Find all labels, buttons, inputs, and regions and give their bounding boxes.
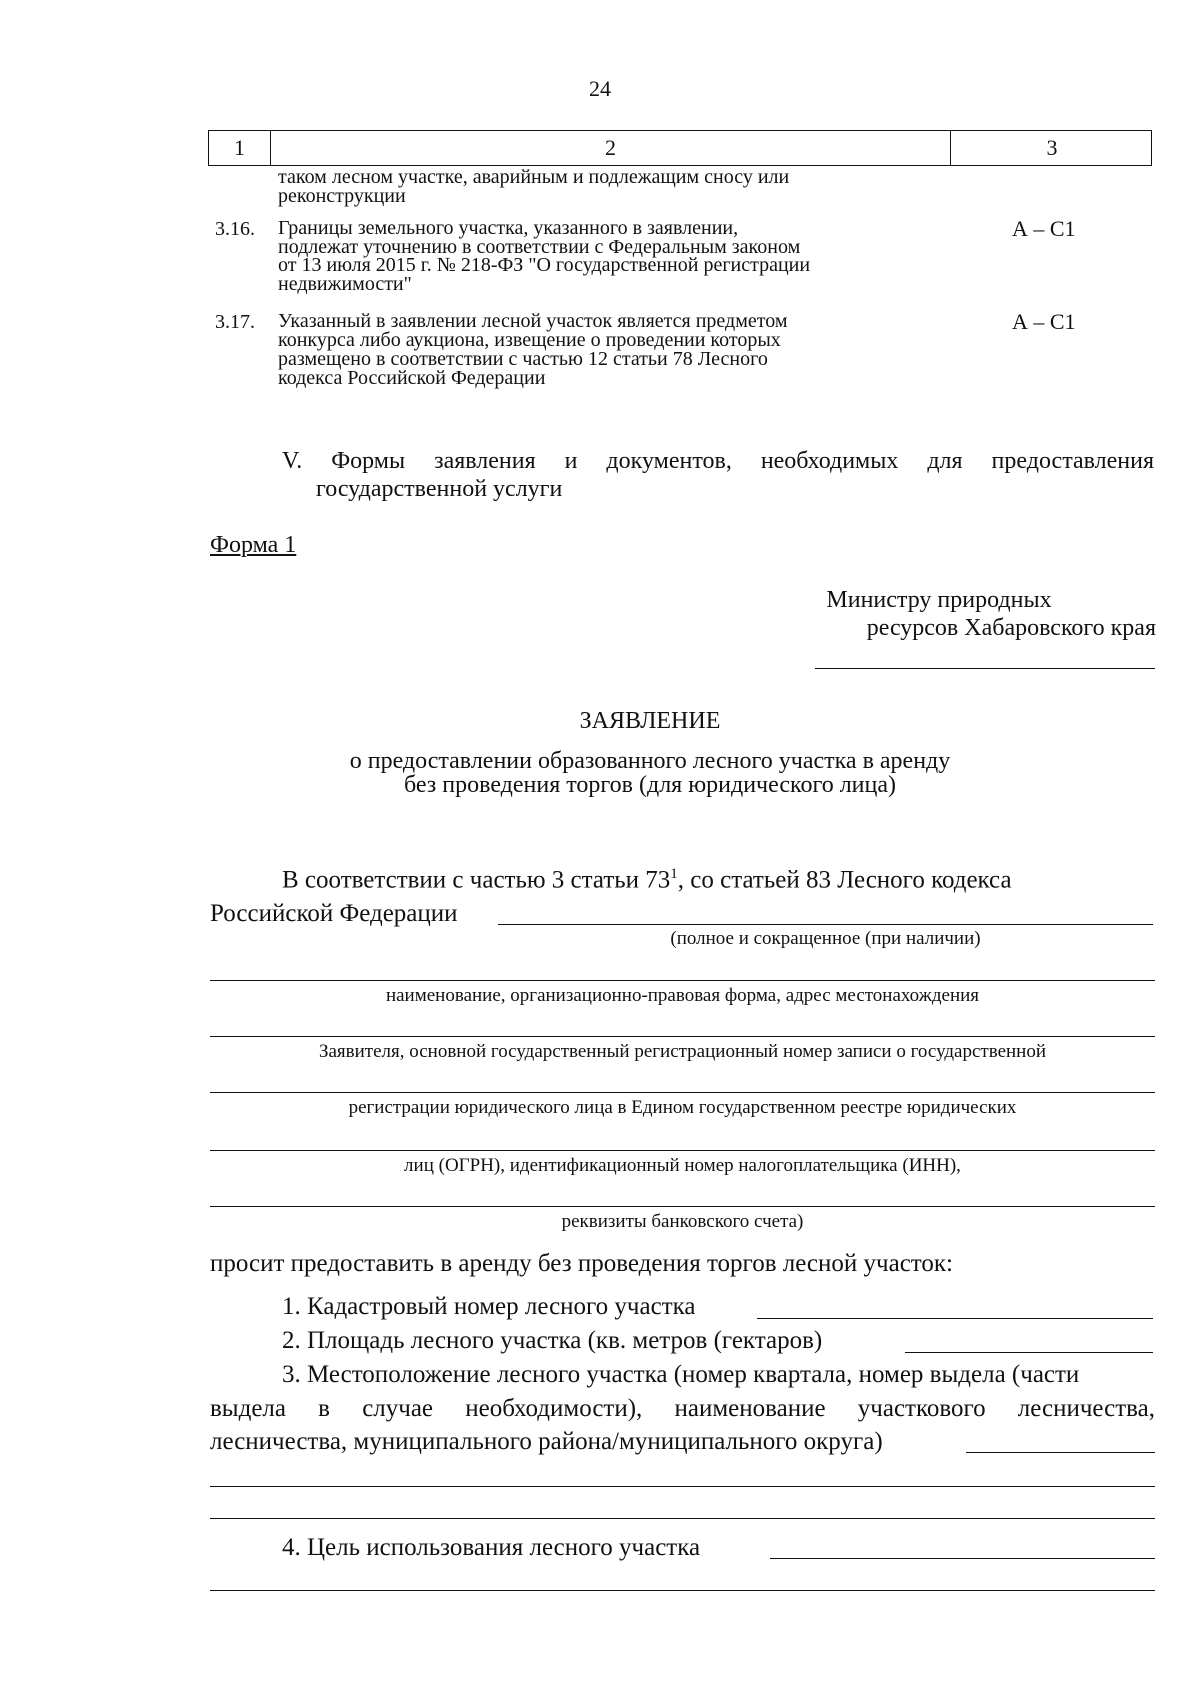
fill-line[interactable] — [210, 980, 1155, 981]
item-3-line-2: выдела в случае необходимости), наименование участкового лесничества, — [210, 1395, 1155, 1422]
page-number: 24 — [589, 76, 611, 101]
fill-line[interactable] — [210, 1036, 1155, 1037]
item-4-label: 4. Цель использования лесного участка — [282, 1534, 701, 1561]
caption: наименование, организационно-правовая форма, адрес местонахождения — [385, 985, 980, 1006]
caption: лиц (ОГРН), идентификационный номер налогоплательщика (ИНН), — [404, 1155, 961, 1176]
table-header — [208, 130, 1152, 166]
row-text-line: конкурса либо аукциона, извещение о проведении которых — [278, 329, 781, 351]
section-heading-line-1: V. Формы заявления и документов, необходимых для предоставления — [282, 448, 1154, 474]
row-text-line: Границы земельного участка, указанного в заявлении, — [278, 217, 739, 239]
row-code: А – С1 — [1012, 309, 1076, 334]
request-text: просит предоставить в аренду без проведения торгов лесной участок: — [210, 1250, 953, 1277]
item-3-line-3: лесничества, муниципального района/муниципального округа) — [210, 1428, 883, 1455]
location-field-extra[interactable] — [210, 1486, 1155, 1487]
intro-line-1 — [282, 866, 1012, 894]
fill-line[interactable] — [210, 1206, 1155, 1207]
section-heading-line-2: государственной услуги — [316, 476, 563, 502]
item-3-line-1: 3. Местоположение лесного участка (номер квартала, номер выдела (части — [282, 1361, 1080, 1388]
table-continuation-line-2: реконструкции — [278, 185, 406, 207]
item-1-label: 1. Кадастровый номер лесного участка — [282, 1293, 696, 1320]
caption: регистрации юридического лица в Едином государственном реестре юридических — [348, 1097, 1017, 1118]
intro-text-a: В соответствии с частью 3 статьи 73 — [282, 866, 671, 894]
cadastral-number-field[interactable] — [757, 1318, 1153, 1319]
statement-subtitle-line-2: без проведения торгов (для юридического лица) — [403, 772, 897, 798]
intro-superscript: 1 — [670, 866, 678, 882]
row-text-line: кодекса Российской Федерации — [278, 367, 546, 389]
intro-line-2: Российской Федерации — [210, 900, 458, 927]
addressee-line-2: ресурсов Хабаровского края — [866, 615, 1156, 641]
location-field-extra[interactable] — [210, 1518, 1155, 1519]
statement-title: ЗАЯВЛЕНИЕ — [579, 708, 721, 734]
intro-text-b: , со статьей 83 Лесного кодекса — [677, 866, 1012, 894]
fill-line[interactable] — [210, 1092, 1155, 1093]
row-number: 3.16. — [215, 218, 255, 240]
row-text-line: от 13 июля 2015 г. № 218-ФЗ "О государственной регистрации — [278, 254, 811, 276]
table-continuation-line-1: таком лесном участке, аварийным и подлежащим сносу или — [278, 166, 790, 188]
purpose-field[interactable] — [770, 1558, 1155, 1559]
row-text-line: подлежат уточнению в соответствии с Федеральным законом — [278, 236, 801, 258]
form-label: Форма 1 — [210, 532, 297, 558]
purpose-field-extra[interactable] — [210, 1590, 1155, 1591]
table-header-col-1: 1 — [209, 131, 271, 165]
caption: реквизиты банковского счета) — [561, 1211, 804, 1232]
row-code: А – С1 — [1012, 216, 1076, 241]
fill-line[interactable] — [498, 924, 1153, 925]
row-text-line: размещено в соответствии с частью 12 статьи 78 Лесного — [278, 348, 768, 370]
caption: (полное и сокращенное (при наличии) — [670, 928, 981, 949]
table-header-col-2: 2 — [271, 131, 951, 165]
statement-subtitle-line-1: о предоставлении образованного лесного участка в аренду — [349, 748, 951, 774]
caption: Заявителя, основной государственный регистрационный номер записи о государственной — [318, 1041, 1047, 1062]
signature-line — [815, 668, 1155, 669]
item-2-label: 2. Площадь лесного участка (кв. метров (гектаров) — [282, 1327, 823, 1354]
location-field[interactable] — [966, 1452, 1155, 1453]
row-number: 3.17. — [215, 311, 255, 333]
area-field[interactable] — [905, 1352, 1153, 1353]
row-text-line: недвижимости" — [278, 273, 412, 295]
table-header-col-3: 3 — [1046, 135, 1058, 160]
fill-line[interactable] — [210, 1150, 1155, 1151]
addressee-line-1: Министру природных — [826, 587, 1052, 613]
row-text-line: Указанный в заявлении лесной участок является предметом — [278, 310, 788, 332]
